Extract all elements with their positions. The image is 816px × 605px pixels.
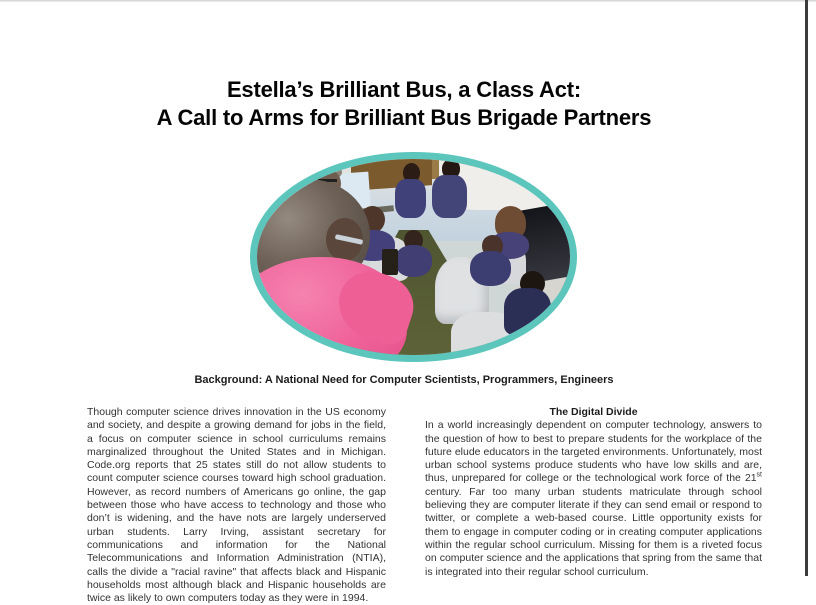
title-line-1: Estella’s Brilliant Bus, a Class Act: (226, 77, 582, 102)
right-column-heading: The Digital Divide (549, 406, 638, 418)
right-paragraph-part-1: In a world increasingly dependent on computer technology, answers to the question of how to best to prepare students for the workplace of the future elude educators in the targeted environments. Unfortunately, most urban school systems produce students who have low skills and are, thus, unprepared for college or the technological work force of the 21 (425, 419, 762, 485)
student-3-shirt (395, 245, 433, 276)
standing-student-shirt (395, 179, 426, 218)
right-column (425, 406, 762, 605)
ordinal-superscript: st (756, 471, 762, 479)
page-top-edge (0, 0, 816, 2)
page-title (0, 76, 808, 132)
standing-student-2-shirt (432, 175, 466, 218)
right-paragraph-part-2: century. Far too many urban students matriculate through school believing they are computer literate if they can send email or respond to twitter, or complete a web-based course. Little opportunity exists for them to engage in computer coding or in creating computer applications within the regular school curriculum. Missing for them is a riveted focus on computer science and the applications that spring from the same that is integrated into their regular school curriculum. (425, 485, 762, 578)
two-column-body (87, 406, 762, 605)
right-paragraph (425, 419, 762, 579)
title-line-2: A Call to Arms for Brilliant Bus Brigade Partners (156, 105, 652, 130)
left-column (87, 406, 386, 605)
left-paragraph: Though computer science drives innovation in the US economy and society, and despite a growing demand for jobs in the field, a focus on computer science in school curriculums remains marginalized throughout the United States and in Michigan. Code.org reports that 25 states still do not allow students to count computer science courses toward high school graduation. However, as record numbers of Americans go online, the gap between those who have access to technology and those who don’t is widening, and the have nots are largely underserved urban students. Larry Irving, assistant secretary for communications and information for the National Telecommunications and Information Administration (NTIA), calls the divide a "racial ravine" that affects black and Hispanic households most although black and Hispanic households are twice as likely to own computers today as they were in 1994. (87, 406, 386, 605)
bus-photo (250, 152, 577, 362)
student-2-shirt (504, 288, 551, 335)
student-1-shirt (470, 251, 511, 286)
photo-caption: Background: A National Need for Computer Scientists, Programmers, Engineers (194, 374, 614, 386)
cup (382, 249, 398, 274)
